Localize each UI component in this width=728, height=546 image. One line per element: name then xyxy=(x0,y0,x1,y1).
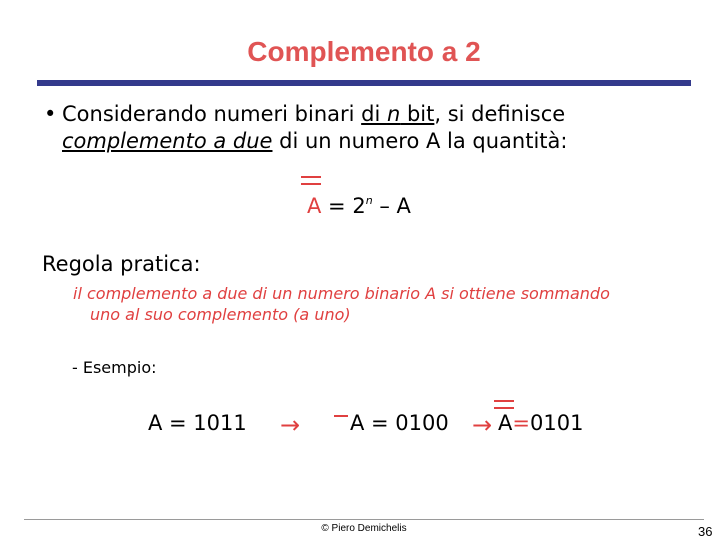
definition-formula xyxy=(307,187,411,220)
bullet-underlined-di xyxy=(361,102,434,126)
example-twos-a: A xyxy=(498,411,513,435)
bullet-text-n: n xyxy=(386,102,401,126)
footer-divider xyxy=(24,519,704,520)
formula-rest: – A xyxy=(372,194,411,218)
arrow-icon: → xyxy=(280,411,301,439)
formula-a-twos: A xyxy=(307,194,322,218)
rule-text-line1: il complemento a due di un numero binario A si ottiene sommando xyxy=(73,284,610,303)
bullet-term-complemento: complemento a due xyxy=(62,129,273,153)
title-divider xyxy=(37,80,691,86)
example-twos-value: 0101 xyxy=(529,411,584,435)
single-bar-icon xyxy=(334,402,348,421)
esempio-label: - Esempio: xyxy=(72,358,157,377)
slide-title: Complemento a 2 xyxy=(247,36,481,67)
formula-exponent: n xyxy=(365,194,373,207)
bullet-text-1: Considerando numeri binari xyxy=(62,102,362,126)
bullet-text-7: di un numero A la quantità: xyxy=(272,129,568,153)
bullet-text-di: di xyxy=(361,102,387,126)
example-complement: A = 0100 xyxy=(350,411,449,435)
page-number: 36 xyxy=(698,524,713,539)
bullet-icon: • xyxy=(44,102,57,126)
arrow-icon-2: → xyxy=(472,411,493,439)
formula-eq: = 2 xyxy=(321,194,366,218)
example-twos-eq: = xyxy=(512,411,530,435)
bullet-definition-line2 xyxy=(62,128,567,155)
rule-text-line2: uno al suo complemento (a uno) xyxy=(90,305,351,324)
bullet-text-bit: bit xyxy=(400,102,435,126)
example-a-value: A = 1011 xyxy=(148,411,247,435)
regola-heading: Regola pratica: xyxy=(42,252,201,276)
bullet-text-5: , si definisce xyxy=(434,102,566,126)
bullet-definition-line1 xyxy=(44,101,565,128)
footer-copyright: © Piero Demichelis xyxy=(321,523,407,534)
example-twos-complement xyxy=(498,410,583,437)
